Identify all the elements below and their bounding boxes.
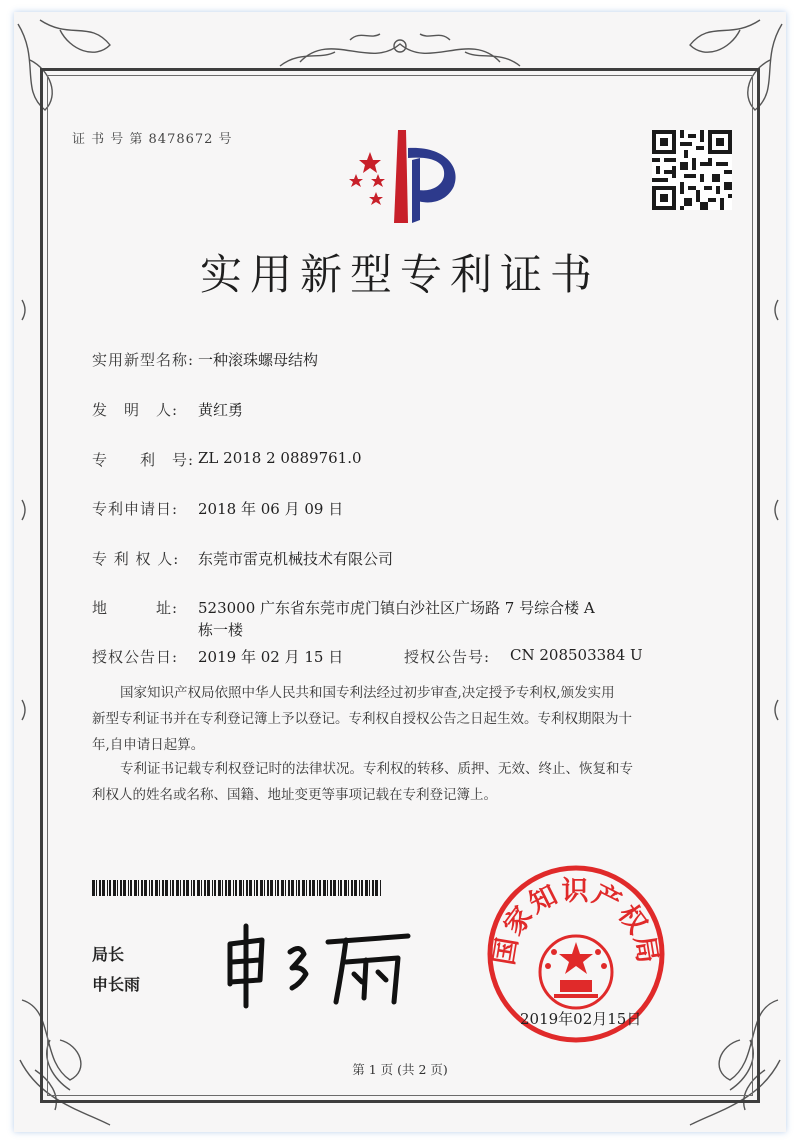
utility-model-name-label: 实用新型名称: (92, 351, 195, 369)
patentee-label: 专 利 权 人: (92, 550, 180, 568)
seal-text: 国家知识产权局 (488, 876, 664, 968)
grant-number-label: 授权公告号: (404, 648, 491, 666)
handwritten-signature (218, 922, 418, 1012)
inventor-value: 黄红勇 (198, 401, 244, 419)
barcode-icon (92, 880, 384, 896)
address-line-2: 栋一楼 (198, 621, 244, 639)
filing-date-label: 专利申请日: (92, 500, 179, 518)
certificate-number: 证 书 号 第 8478672 号 (72, 132, 233, 147)
seal-date: 2019年02月15日 (520, 1010, 642, 1028)
address-line-1: 523000 广东省东莞市虎门镇白沙社区广场路 7 号综合楼 A (198, 599, 595, 617)
patent-number-label: 专 利 号: (92, 451, 195, 469)
inventor-label: 发 明 人: (92, 401, 179, 419)
director-title: 局长 (92, 945, 125, 964)
statement-paragraph-2-line-2: 利权人的姓名或名称、国籍、地址变更等事项记载在专利登记簿上。 (92, 787, 497, 803)
address-label: 地 址: (92, 599, 179, 617)
grant-number-value: CN 208503384 U (510, 646, 643, 664)
statement-paragraph-1 (92, 680, 712, 758)
patent-number-value: ZL 2018 2 0889761.0 (198, 449, 362, 467)
statement-paragraph-2-line-1: 专利证书记载专利权登记时的法律状况。专利权的转移、质押、无效、终止、恢复和专 (120, 761, 633, 777)
statement-paragraph-2 (92, 756, 712, 808)
qr-code-icon (652, 130, 732, 210)
grant-date-label: 授权公告日: (92, 648, 179, 666)
grant-date-value: 2019 年 02 月 15 日 (198, 648, 344, 666)
patentee-value: 东莞市雷克机械技术有限公司 (198, 550, 394, 568)
certificate-title: 实用新型专利证书 (199, 250, 600, 299)
statement-paragraph-1-line-2: 新型专利证书并在专利登记簿上予以登记。专利权自授权公告之日起生效。专利权期限为十 (92, 711, 632, 727)
statement-paragraph-1-line-3: 年,自申请日起算。 (92, 737, 205, 753)
page-indicator: 第 1 页 (共 2 页) (352, 1062, 448, 1077)
director-name: 申长雨 (92, 975, 141, 994)
utility-model-name-value: 一种滚珠螺母结构 (198, 351, 319, 369)
statement-paragraph-1-line-1: 国家知识产权局依照中华人民共和国专利法经过初步审查,决定授予专利权,颁发实用 (120, 685, 615, 701)
filing-date-value: 2018 年 06 月 09 日 (198, 500, 344, 518)
patent-office-logo-icon (336, 128, 468, 228)
